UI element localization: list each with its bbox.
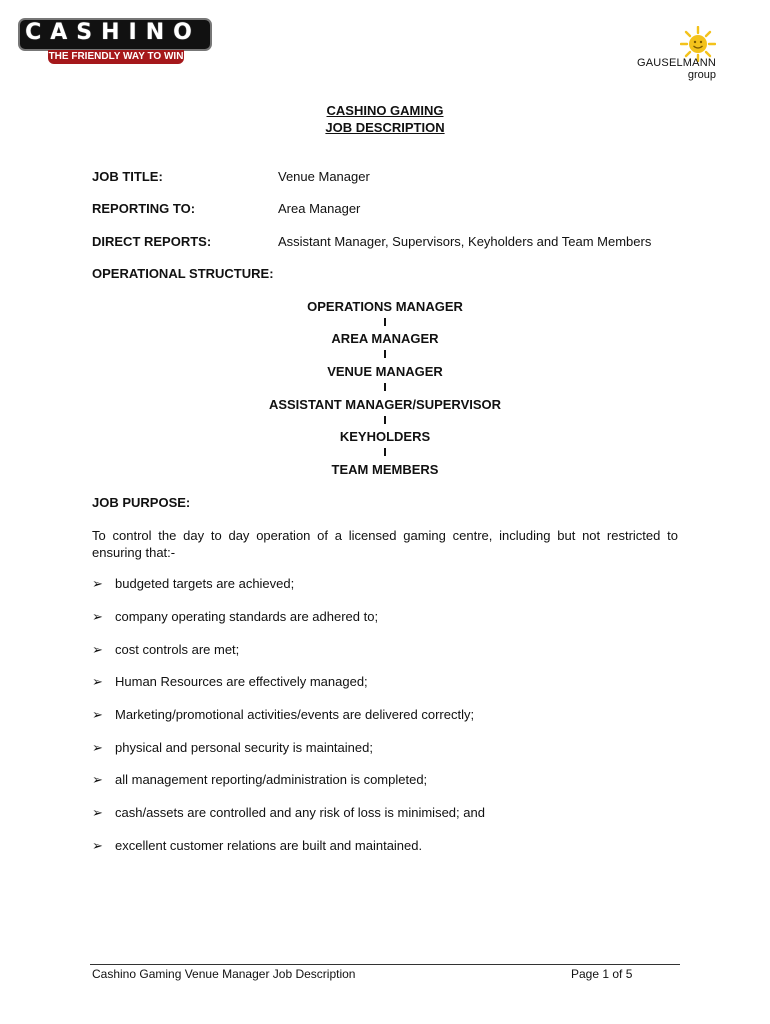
list-item: Human Resources are effectively managed; [115, 674, 368, 689]
job-title-label: JOB TITLE: [92, 169, 163, 184]
list-item: all management reporting/administration is completed; [115, 772, 428, 787]
logo-tagline: THE FRIENDLY WAY TO WIN [48, 51, 184, 62]
org-level: VENUE MANAGER [327, 364, 443, 379]
footer-document-name: Cashino Gaming Venue Manager Job Description [92, 967, 356, 981]
partner-subtitle: group [687, 69, 716, 81]
bullet-marker: ➢ [92, 707, 103, 722]
org-level: AREA MANAGER [331, 331, 439, 346]
list-item: company operating standards are adhered to; [115, 609, 379, 624]
bullet-marker: ➢ [92, 674, 103, 689]
document-subtitle: JOB DESCRIPTION [325, 120, 445, 135]
logo-wordmark: CASHINO [25, 20, 201, 45]
bullet-marker: ➢ [92, 805, 103, 820]
bullet-marker: ➢ [92, 772, 103, 787]
job-purpose-label: JOB PURPOSE: [92, 495, 191, 510]
bullet-marker: ➢ [92, 642, 103, 657]
footer-page-number: Page 1 of 5 [571, 967, 633, 981]
bullet-marker: ➢ [92, 609, 103, 624]
org-level: OPERATIONS MANAGER [307, 299, 463, 314]
bullet-marker: ➢ [92, 740, 103, 755]
document-title: CASHINO GAMING [326, 103, 444, 118]
org-connector [384, 383, 386, 391]
direct-reports-label: DIRECT REPORTS: [92, 234, 212, 249]
list-item: cost controls are met; [115, 642, 240, 657]
list-item: physical and personal security is maintained; [115, 740, 373, 755]
footer-divider [90, 964, 680, 965]
bullet-marker: ➢ [92, 576, 103, 591]
job-title-value: Venue Manager [278, 169, 370, 184]
org-connector [384, 448, 386, 456]
reporting-to-label: REPORTING TO: [92, 201, 196, 216]
org-connector [384, 350, 386, 358]
org-level: TEAM MEMBERS [331, 462, 439, 477]
org-connector [384, 318, 386, 326]
reporting-to-value: Area Manager [278, 201, 361, 216]
org-level: KEYHOLDERS [339, 429, 431, 444]
org-connector [384, 416, 386, 424]
operational-structure-label: OPERATIONAL STRUCTURE: [92, 266, 274, 281]
bullet-marker: ➢ [92, 838, 103, 853]
job-purpose-intro: To control the day to day operation of a licensed gaming centre, including but not restricted to ensuring that:- [92, 528, 678, 560]
list-item: Marketing/promotional activities/events are delivered correctly; [115, 707, 475, 722]
list-item: excellent customer relations are built and maintained. [115, 838, 423, 853]
list-item: budgeted targets are achieved; [115, 576, 295, 591]
partner-name: GAUSELMANN [636, 57, 716, 69]
cashino-logo [18, 18, 212, 66]
org-level: ASSISTANT MANAGER/SUPERVISOR [268, 397, 502, 412]
list-item: cash/assets are controlled and any risk of loss is minimised; and [115, 805, 485, 820]
direct-reports-value: Assistant Manager, Supervisors, Keyholders and Team Members [278, 234, 652, 249]
